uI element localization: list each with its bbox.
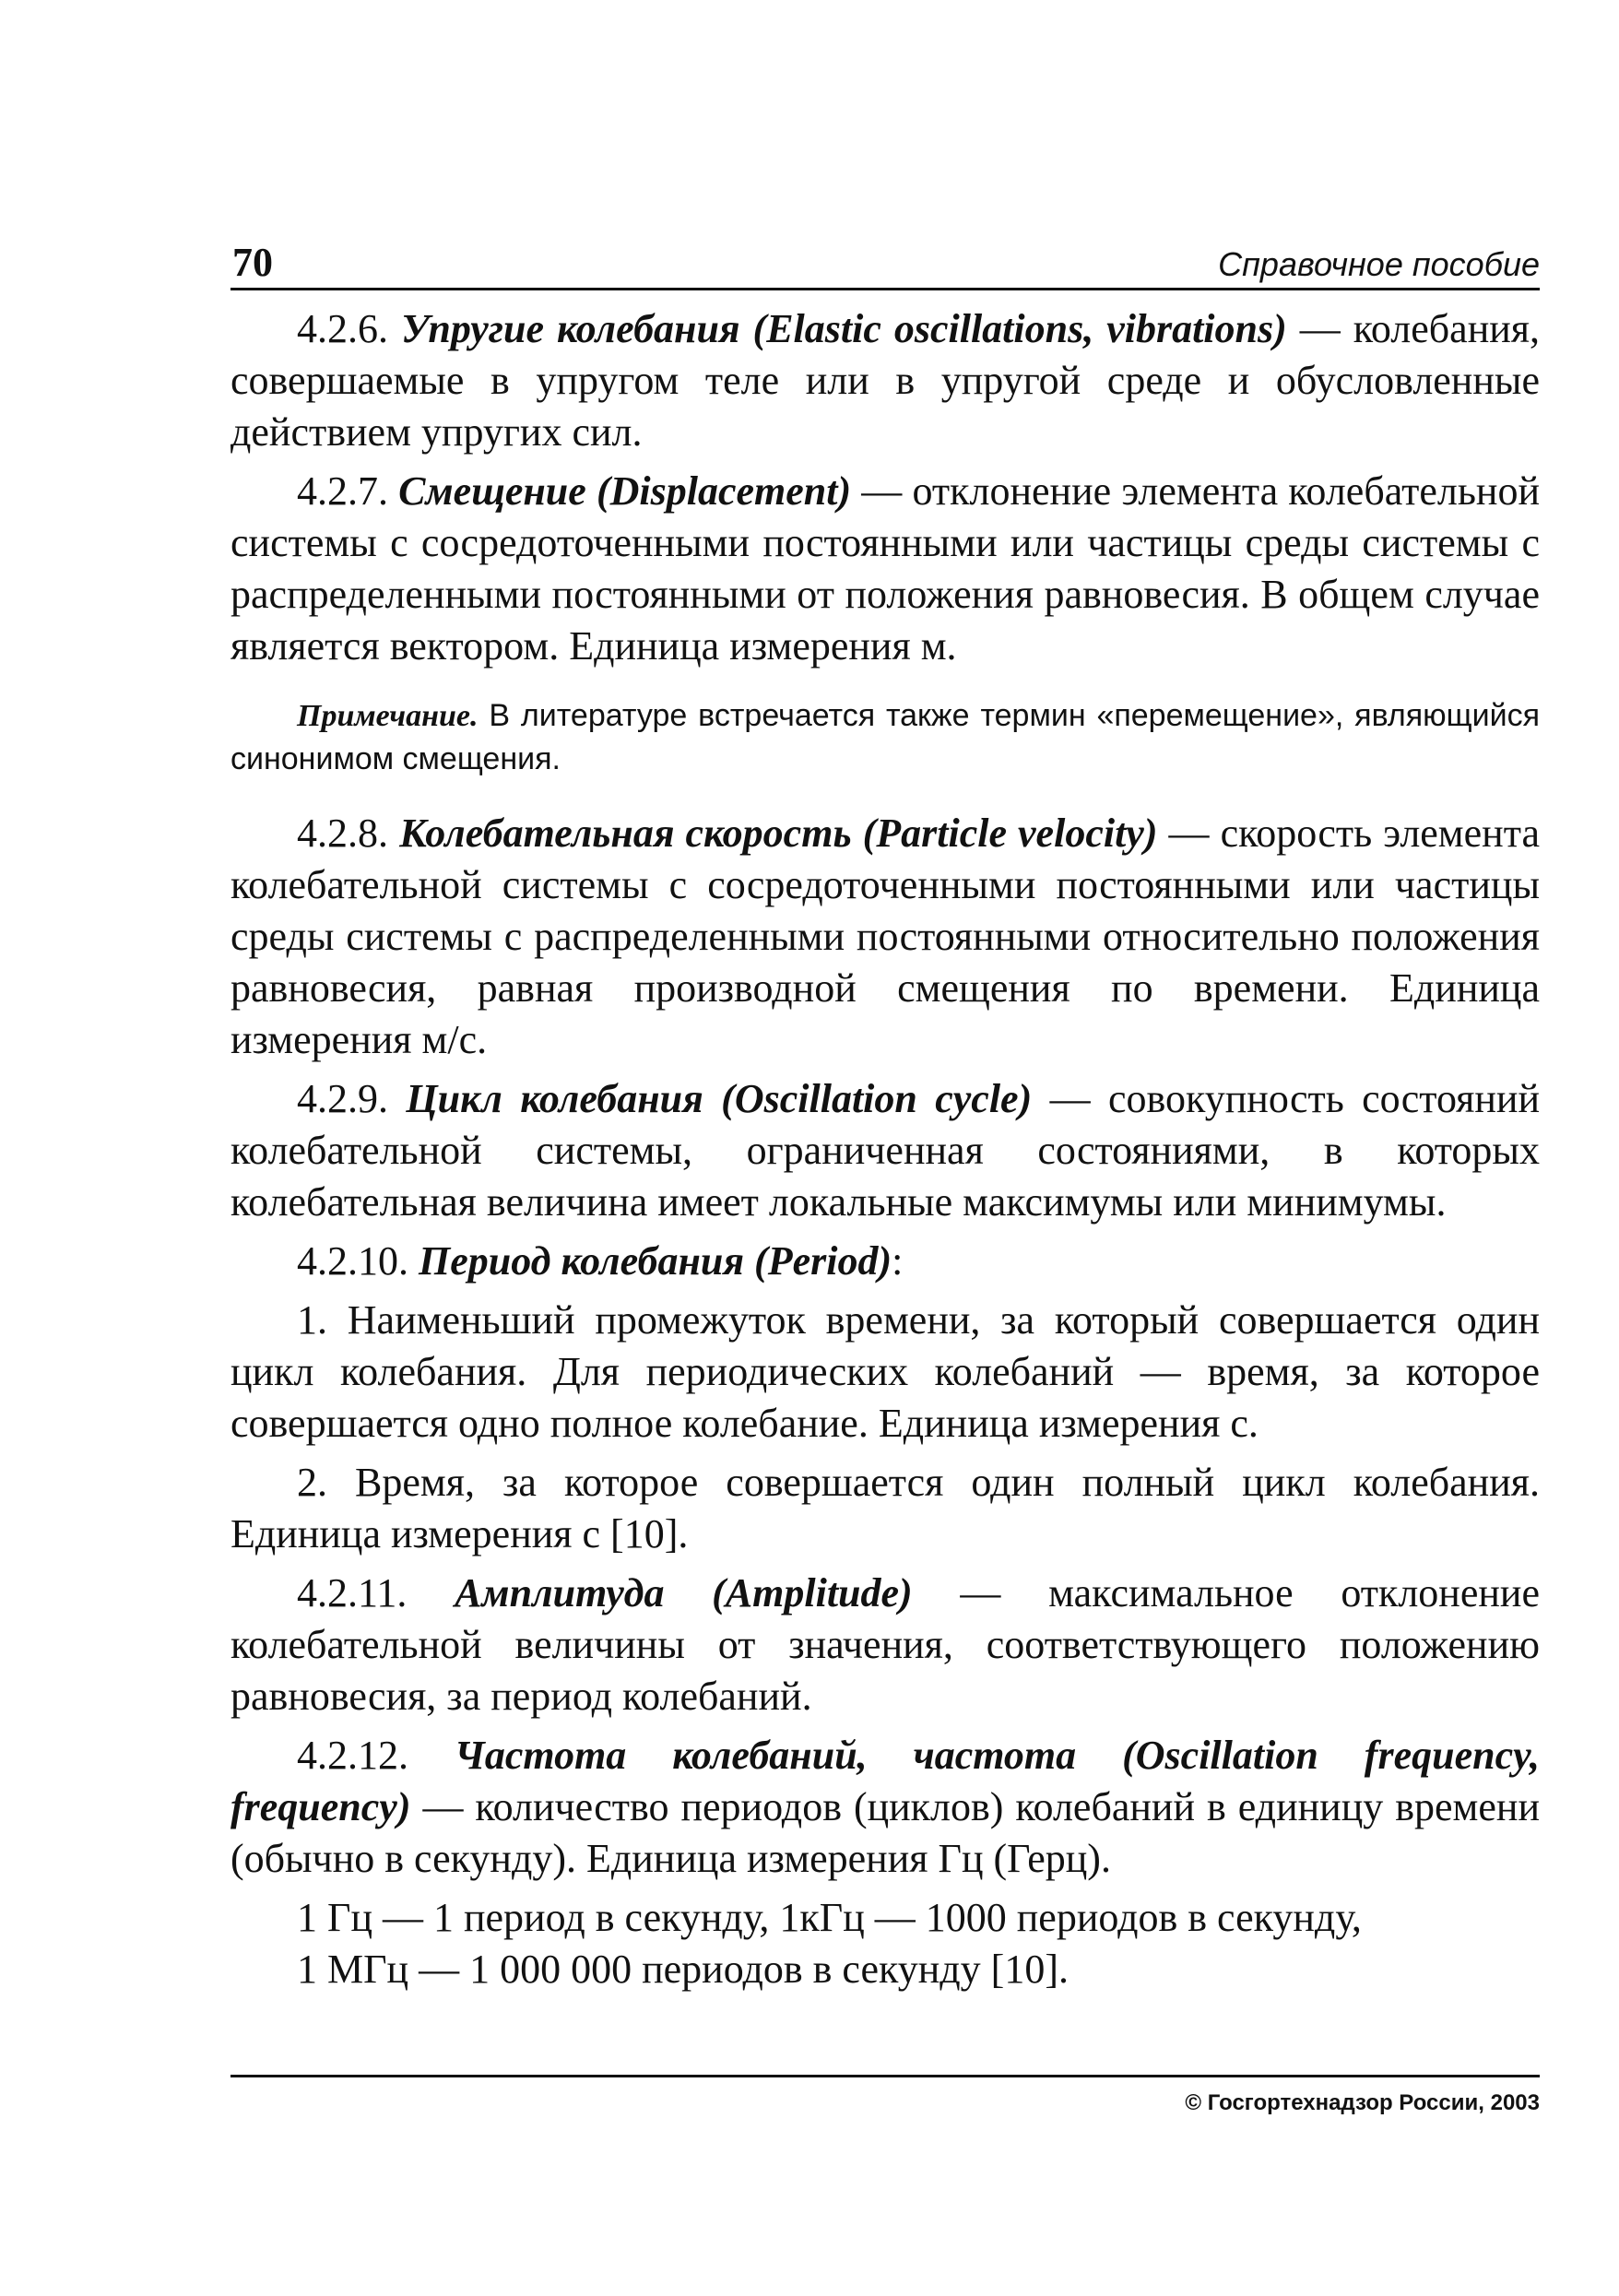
term-heading: Амплитуда (Amplitude) <box>455 1570 913 1615</box>
term-heading: Цикл колебания (Oscillation cycle) <box>406 1076 1033 1121</box>
section-number: 4.2.12. <box>297 1733 408 1778</box>
units-line: 1 Гц — 1 период в секунду, 1кГц — 1000 периодов в секунду, <box>297 1895 1362 1940</box>
section-4-2-12 <box>230 1730 1540 1885</box>
section-number: 4.2.8. <box>297 811 388 856</box>
body-text <box>230 303 1540 1995</box>
section-number: 4.2.6. <box>297 306 388 351</box>
section-text: — максимальное отклонение колебательной величины от значения, соответствующего положению равновесия, за период колебаний. <box>230 1570 1541 1719</box>
page-header <box>230 231 1540 290</box>
section-number: 4.2.11. <box>297 1570 408 1615</box>
copyright-text: © Госгортехнадзор России, 2003 <box>1185 2090 1540 2115</box>
section-text: — совокупность состояний колебательной системы, ограниченная состояниями, в которых колебательная величина имеет локальные максимумы или минимумы. <box>230 1076 1540 1225</box>
section-text: — колебания, совершаемые в упругом теле или в упругой среде и обусловленные действием упругих сил. <box>230 306 1541 455</box>
section-4-2-8 <box>230 808 1540 1066</box>
note-text: В литературе встречается также термин «перемещение», являющийся синонимом смещения. <box>230 698 1540 776</box>
page <box>230 231 1540 1995</box>
note <box>230 694 1540 780</box>
term-heading: Период колебания (Period) <box>419 1238 892 1284</box>
page-footer <box>230 2075 1540 2116</box>
term-heading: Смещение (Displacement) <box>398 468 852 514</box>
section-text: — количество периодов (циклов) колебаний в единицу времени (обычно в секунду). Единица измерения Гц (Герц). <box>230 1784 1540 1881</box>
page-number: 70 <box>232 240 273 285</box>
term-heading: Колебательная скорость (Particle velocity) <box>399 811 1158 856</box>
note-label: Примечание. <box>297 699 479 733</box>
term-heading: Упругие колебания (Elastic oscillations, vibrations) <box>400 306 1287 351</box>
section-4-2-11 <box>230 1568 1540 1722</box>
section-4-2-9 <box>230 1073 1540 1228</box>
section-number: 4.2.7. <box>297 468 388 514</box>
section-4-2-6 <box>230 303 1540 458</box>
section-4-2-7 <box>230 466 1540 672</box>
section-text: — отклонение элемента колебательной системы с сосредоточенными постоянными или частицы среды системы с распределенными постоянными от положения равновесия. В общем случае является вектором. Единица измерения м. <box>230 468 1540 669</box>
units-line: 1 МГц — 1 000 000 периодов в секунду [10]. <box>297 1947 1069 1992</box>
term-heading: Частота колебаний, частота (Oscillation frequency, frequency) <box>230 1733 1540 1829</box>
section-text: — скорость элемента колебательной системы с сосредоточенными постоянными или частицы среды системы с распределенными постоянными относительно положения равновесия, равная производной смещения по времени. Единица измерения м/с. <box>230 811 1541 1062</box>
list-item: 2. Время, за которое совершается один полный цикл колебания. Единица измерения с [10]. <box>230 1460 1540 1556</box>
section-number: 4.2.9. <box>297 1076 388 1121</box>
section-text: : <box>892 1238 904 1284</box>
list-item: 1. Наименьший промежуток времени, за который совершается один цикл колебания. Для периодических колебаний — время, за которое совершается одно полное колебание. Единица измерения с. <box>230 1297 1540 1446</box>
running-title: Справочное пособие <box>1218 245 1540 283</box>
section-number: 4.2.10. <box>297 1238 408 1284</box>
section-4-2-10 <box>230 1236 1540 1287</box>
